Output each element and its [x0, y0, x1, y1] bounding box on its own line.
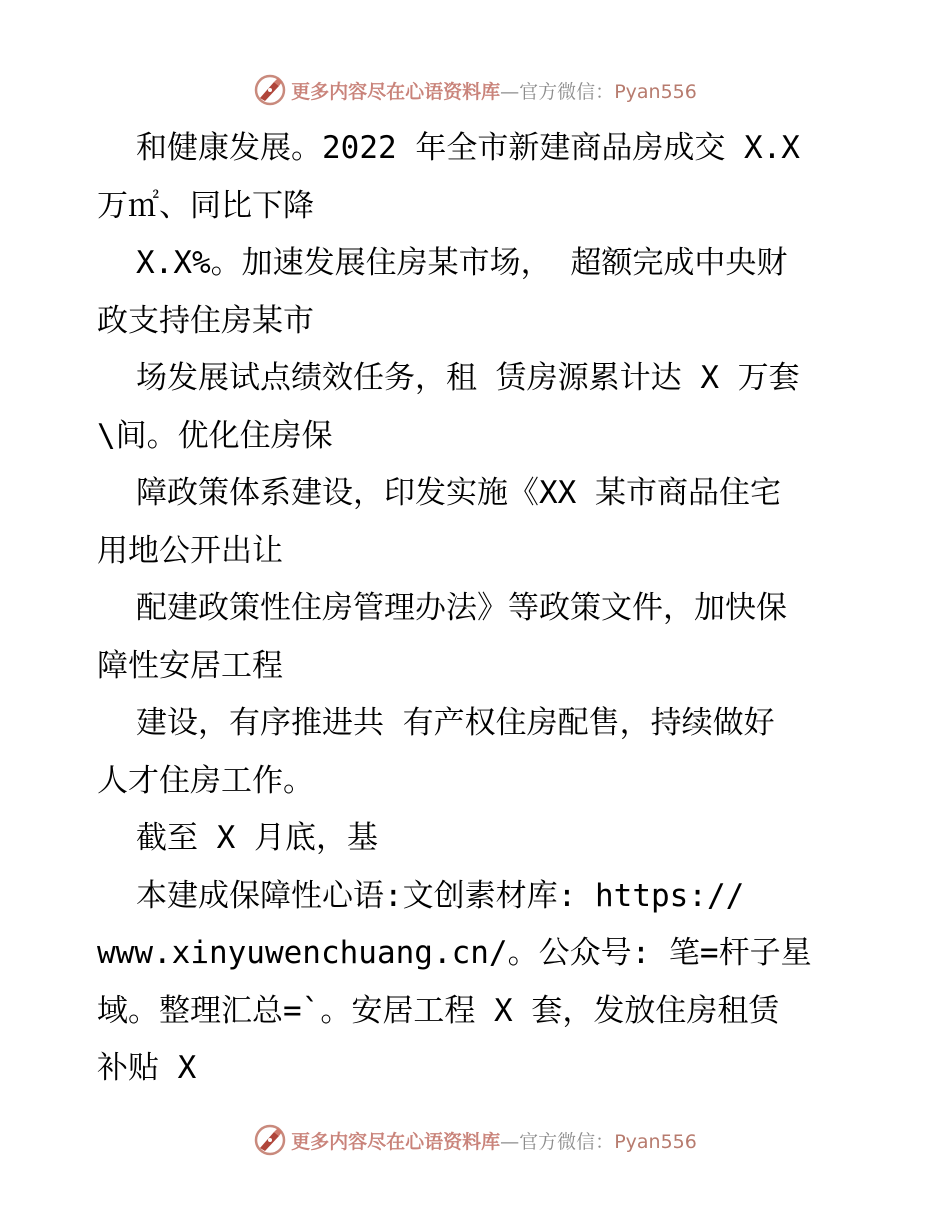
text-line: 万㎡、同比下降 — [97, 187, 314, 224]
document-body — [97, 120, 867, 1098]
banner-dash: — — [500, 1130, 520, 1153]
text-line: 本建成保障性心语:文创素材库: https:// — [136, 877, 745, 914]
banner-title: 更多内容尽在心语资料库 — [291, 1130, 501, 1153]
text-line: 政支持住房某市 — [97, 302, 314, 339]
text-line: 障性安居工程 — [97, 647, 283, 684]
text-line: 建设，有序推进共 有产权住房配售，持续做好 — [136, 705, 775, 741]
header-banner — [0, 70, 950, 110]
pen-nib-logo-icon — [253, 73, 287, 107]
banner-wechat-label: 官方微信： — [519, 80, 615, 103]
text-line: X.X%。加速发展住房某市场， 超额完成中央财 — [136, 245, 788, 281]
text-line: 用地公开出让 — [97, 532, 283, 569]
banner-wechat-id: Pyan556 — [614, 1130, 697, 1153]
text-line: 域。整理汇总=`。安居工程 X 套，发放住房租赁 — [97, 992, 780, 1029]
text-line: 场发展试点绩效任务，租 赁房源累计达 X 万套 — [136, 360, 800, 396]
text-line: 障政策体系建设，印发实施《XX 某市商品住宅 — [136, 475, 781, 511]
banner-dash: — — [500, 80, 520, 103]
text-line: \间。优化住房保 — [97, 417, 333, 454]
pen-nib-logo-icon — [253, 1123, 287, 1157]
banner-wechat-label: 官方微信： — [519, 1130, 615, 1153]
text-line: 人才住房工作。 — [97, 762, 314, 799]
text-line: www.xinyuwenchuang.cn/。公众号: 笔=杆子星 — [97, 935, 812, 971]
footer-banner — [0, 1120, 950, 1160]
banner-wechat-id: Pyan556 — [614, 80, 697, 103]
text-line: 配建政策性住房管理办法》等政策文件，加快保 — [136, 590, 787, 626]
text-line: 和健康发展。2022 年全市新建商品房成交 X.X — [136, 130, 800, 166]
text-line: 补贴 X — [97, 1050, 197, 1086]
banner-title: 更多内容尽在心语资料库 — [291, 80, 501, 103]
text-line: 截至 X 月底，基 — [136, 820, 378, 856]
